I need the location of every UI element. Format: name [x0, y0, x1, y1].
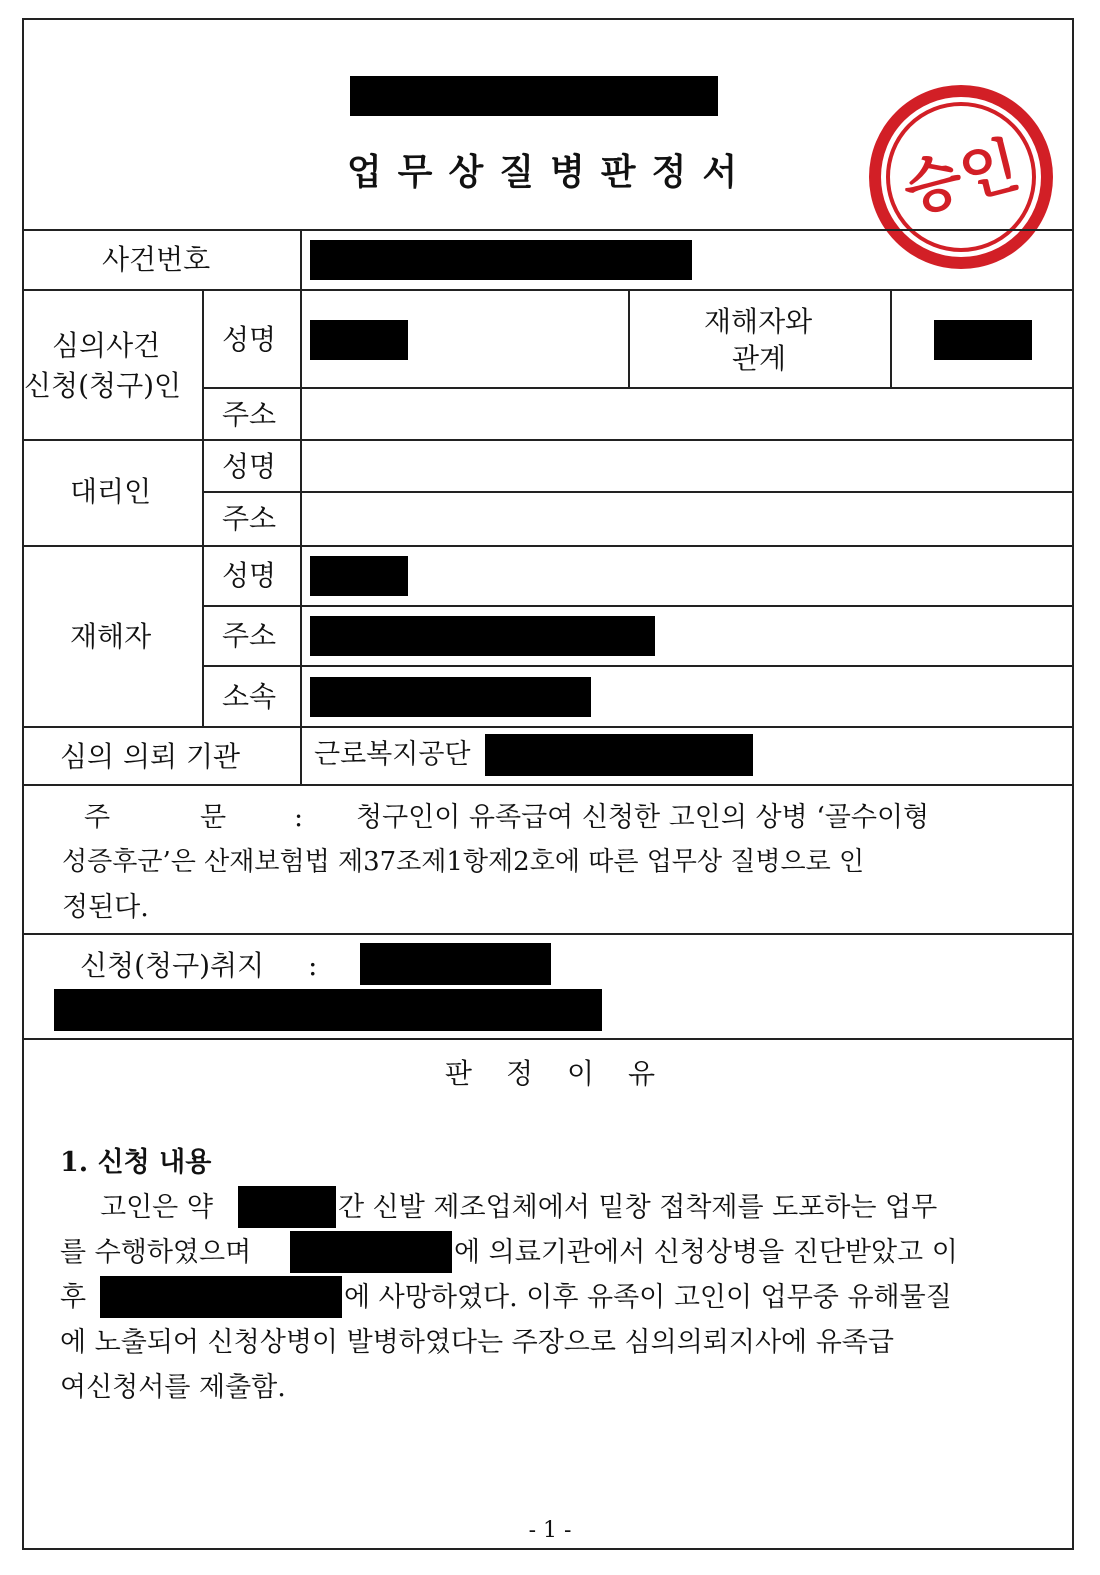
redacted-header-block [350, 76, 718, 116]
page-number: - 1 - [528, 1518, 572, 1543]
relation-label-line2: 관계 [732, 342, 787, 375]
relation-label-line1: 재해자와 [704, 305, 813, 338]
reason-p1-a: 고인은 약 [100, 1192, 213, 1223]
victim-label: 재해자 [70, 620, 152, 653]
purpose-colon: : [308, 949, 318, 982]
agent-address-label: 주소 [222, 502, 277, 535]
redacted-diagnosis-date [290, 1231, 452, 1273]
redacted-relation [934, 320, 1032, 360]
redacted-case-number [310, 240, 692, 280]
ruling-line3: 정된다. [62, 892, 149, 923]
agent-name-label: 성명 [222, 450, 277, 483]
applicant-label-line2: 신청(청구)인 [24, 369, 182, 402]
reason-p4: 에 노출되어 신청상병이 발병하였다는 주장으로 심의의뢰지사에 유족급 [60, 1327, 894, 1358]
victim-affiliation-label: 소속 [222, 680, 277, 713]
section1-title: 1. 신청 내용 [60, 1147, 212, 1178]
applicant-address-label: 주소 [222, 398, 277, 431]
reason-p2-a: 를 수행하였으며 [60, 1237, 252, 1268]
redacted-victim-address [310, 616, 655, 656]
victim-address-label: 주소 [222, 619, 277, 652]
agency-value-prefix: 근로복지공단 [314, 739, 471, 770]
reason-p3-b: 에 사망하였다. 이후 유족이 고인이 업무중 유해물질 [344, 1282, 952, 1313]
redacted-agency-branch [485, 734, 753, 776]
redacted-victim-affiliation [310, 677, 591, 717]
approval-stamp-icon [866, 82, 1056, 272]
redacted-purpose-1 [360, 943, 551, 985]
redacted-applicant-name [310, 320, 408, 360]
case-number-label: 사건번호 [102, 243, 211, 276]
reason-p1-b: 간 신발 제조업체에서 밑창 접착제를 도포하는 업무 [338, 1192, 938, 1223]
ruling-line2: 성증후군’은 산재보험법 제37조제1항제2호에 따른 업무상 질병으로 인 [62, 847, 865, 877]
victim-name-label: 성명 [222, 559, 277, 592]
redacted-death-date [100, 1276, 342, 1318]
reason-heading: 판정이유 [444, 1057, 690, 1090]
ruling-colon: : [294, 802, 304, 833]
agency-label: 심의 의뢰 기관 [60, 740, 241, 773]
ruling-label-char1: 주 [84, 802, 111, 833]
reason-p2-b: 에 의료기관에서 신청상병을 진단받았고 이 [454, 1237, 958, 1268]
document-title: 업무상질병판정서 [346, 151, 754, 193]
agent-label: 대리인 [70, 475, 152, 508]
stamp-text: 승인 [896, 129, 1026, 226]
reason-p5: 여신청서를 제출함. [60, 1372, 286, 1403]
applicant-label-line1: 심의사건 [52, 329, 161, 362]
redacted-duration [238, 1186, 336, 1228]
redacted-victim-name [310, 556, 408, 596]
determination-document [22, 18, 1074, 1550]
reason-p3-a: 후 [60, 1282, 87, 1313]
ruling-label-char2: 문 [200, 802, 227, 833]
ruling-line1: 청구인이 유족급여 신청한 고인의 상병 ‘골수이형 [356, 802, 930, 833]
redacted-purpose-2 [54, 989, 602, 1031]
applicant-name-label: 성명 [222, 323, 277, 356]
purpose-label: 신청(청구)취지 [80, 949, 265, 982]
